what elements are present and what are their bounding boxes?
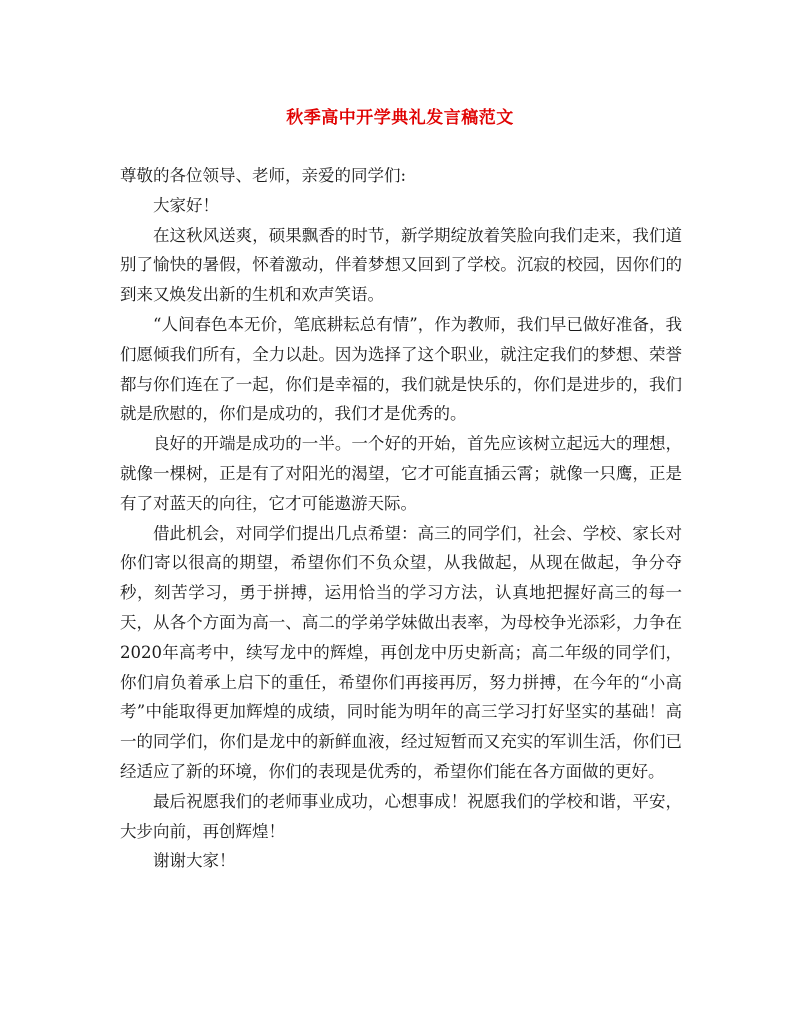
paragraph-hopes: 借此机会，对同学们提出几点希望：高三的同学们，社会、学校、家长对你们寄以很高的期望，希望你们不负众望，从我做起，从现在做起，争分夺秒，刻苦学习，勇于拼搏，运用恰当的学习方法，认真地把握好高三的每一天，从各个方面为高一、高二的学弟学妹做出表率，为母校争光添彩，力争在2020年高考中，续写龙中的辉煌，再创龙中历史新高；高二年级的同学们，你们肩负着承上启下的重任，希望你们再接再厉，努力拼搏，在今年的“小高考”中能取得更加辉煌的成绩，同时能为明年的高三学习打好坚实的基础！高一的同学们，你们是龙中的新鲜血液，经过短暂而又充实的军训生活，你们已经适应了新的环境，你们的表现是优秀的，希望你们能在各方面做的更好。	[120, 523, 682, 781]
document-body	[120, 161, 682, 876]
paragraph-greeting: 大家好！	[153, 195, 219, 215]
paragraph-thanks: 谢谢大家！	[153, 851, 236, 871]
paragraph-wishes: 最后祝愿我们的老师事业成功，心想事成！祝愿我们的学校和谐，平安，大步向前，再创辉煌！	[120, 791, 682, 841]
paragraph-teachers: “人间春色本无价，笔底耕耘总有情”，作为教师，我们早已做好准备，我们愿倾我们所有，全力以赴。因为选择了这个职业，就注定我们的梦想、荣誉都与你们连在了一起，你们是幸福的，我们就是快乐的，你们是进步的，我们就是欣慰的，你们是成功的，我们才是优秀的。	[120, 314, 682, 424]
salutation: 尊敬的各位领导、老师，亲爱的同学们:	[120, 166, 407, 185]
paragraph-good-start: 良好的开端是成功的一半。一个好的开始，首先应该树立起远大的理想，就像一棵树，正是有了对阳光的渴望，它才可能直插云霄；就像一只鹰，正是有了对蓝天的向往，它才可能遨游天际。	[120, 434, 682, 513]
document-title: 秋季高中开学典礼发言稿范文	[286, 108, 514, 128]
paragraph-opening: 在这秋风送爽，硕果飘香的时节，新学期绽放着笑脸向我们走来，我们道别了愉快的暑假，怀着激动，伴着梦想又回到了学校。沉寂的校园，因你们的到来又焕发出新的生机和欢声笑语。	[120, 225, 682, 305]
